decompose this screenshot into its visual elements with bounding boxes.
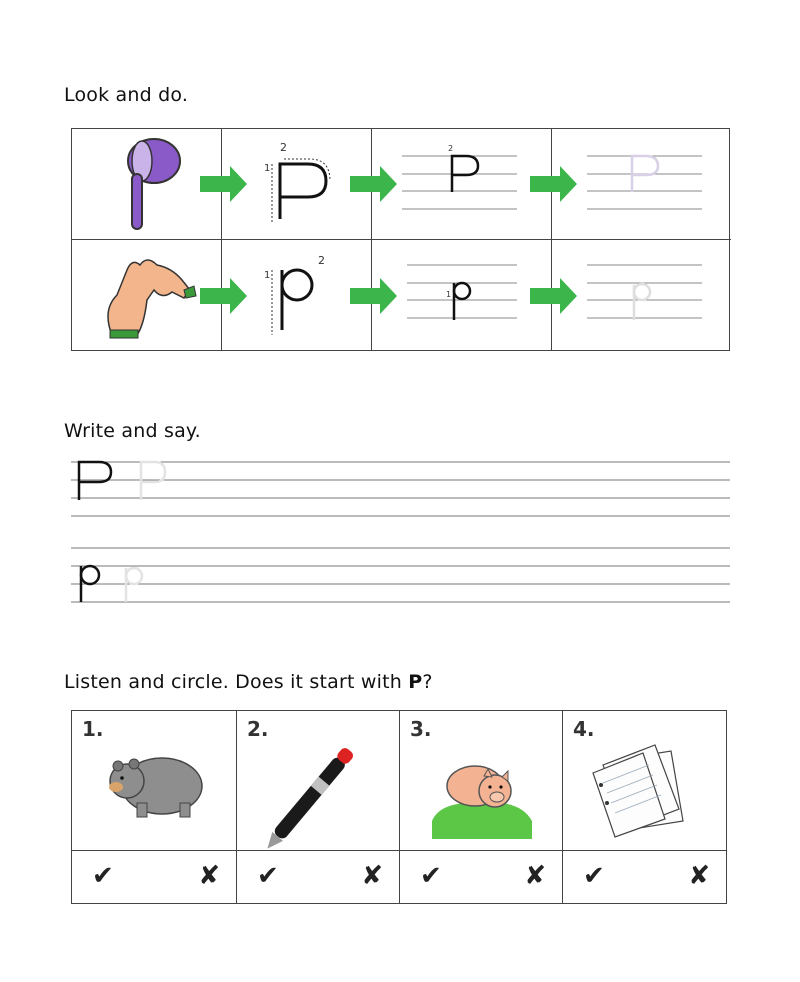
- item-3-answer-cell: [400, 851, 563, 903]
- arrow-right-icon: [200, 278, 247, 314]
- listen-circle-table: [71, 710, 727, 904]
- cross-icon[interactable]: ✘: [688, 861, 710, 891]
- papers-icon: [563, 711, 726, 851]
- item-1-picture-cell: 1.: [72, 711, 237, 851]
- cross-icon[interactable]: ✘: [361, 861, 383, 891]
- tick-icon[interactable]: ✔: [583, 861, 605, 891]
- cross-icon[interactable]: ✘: [524, 861, 546, 891]
- lowercase-writing-lines: [71, 546, 730, 606]
- pen-icon: [237, 711, 400, 851]
- arrows-layer: [0, 0, 800, 400]
- svg-text:2: 2: [280, 141, 287, 154]
- item-4-picture-cell: 4.: [563, 711, 726, 851]
- cross-icon[interactable]: ✘: [198, 861, 220, 891]
- item-1-answer-cell: [72, 851, 237, 903]
- arrow-right-icon: [200, 166, 247, 202]
- pig-icon: [400, 711, 563, 851]
- svg-text:1: 1: [264, 163, 271, 174]
- item-4-answer-cell: [563, 851, 726, 903]
- svg-text:1: 1: [264, 270, 271, 281]
- item-2-answer-cell: [237, 851, 400, 903]
- bear-icon: [72, 711, 237, 851]
- svg-text:1: 1: [446, 290, 452, 299]
- svg-text:2: 2: [448, 144, 454, 153]
- item-3-picture-cell: 3.: [400, 711, 563, 851]
- instruction-listen-and-circle: Listen and circle. Does it start with P?: [64, 671, 433, 693]
- arrow-right-icon: [530, 278, 577, 314]
- svg-text:2: 2: [318, 254, 325, 267]
- uppercase-writing-lines: [71, 460, 730, 520]
- tick-icon[interactable]: ✔: [420, 861, 442, 891]
- item-2-picture-cell: 2.: [237, 711, 400, 851]
- tick-icon[interactable]: ✔: [92, 861, 114, 891]
- instruction-write-and-say: Write and say.: [64, 420, 201, 442]
- arrow-right-icon: [350, 166, 397, 202]
- tick-icon[interactable]: ✔: [257, 861, 279, 891]
- arrow-right-icon: [530, 166, 577, 202]
- arrow-right-icon: [350, 278, 397, 314]
- instruction-look-and-do: Look and do.: [64, 84, 189, 106]
